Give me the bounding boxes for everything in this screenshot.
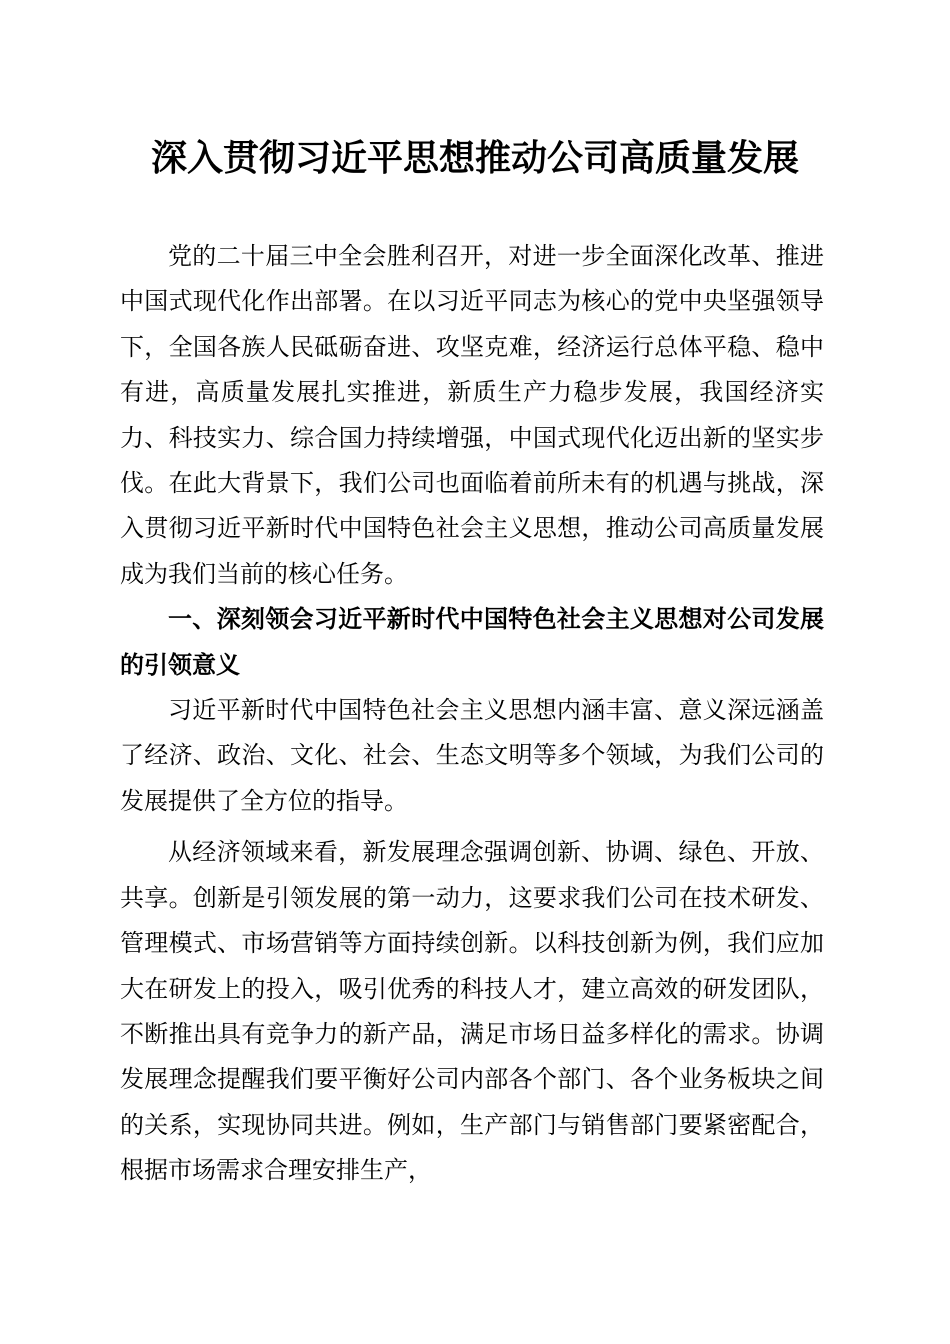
section-1-paragraph-2: 从经济领域来看，新发展理念强调创新、协调、绿色、开放、共享。创新是引领发展的第一动力，这要求我们公司在技术研发、管理模式、市场营销等方面持续创新。以科技创新为例，我们应加大在研发上的投入，吸引优秀的科技人才，建立高效的研发团队，不断推出具有竞争力的新产品，满足市场日益多样化的需求。协调发展理念提醒我们要平衡好公司内部各个部门、各个业务板块之间的关系，实现协同共进。例如，生产部门与销售部门要紧密配合，根据市场需求合理安排生产， <box>120 838 824 1185</box>
section-heading-1: 一、深刻领会习近平新时代中国特色社会主义思想对公司发展的引领意义 <box>120 605 824 679</box>
intro-paragraph: 党的二十届三中全会胜利召开，对进一步全面深化改革、推进中国式现代化作出部署。在以习近平同志为核心的党中央坚强领导下，全国各族人民砥砺奋进、攻坚克难，经济运行总体平稳、稳中有进，高质量发展扎实推进，新质生产力稳步发展，我国经济实力、科技实力、综合国力持续增强，中国式现代化迈出新的坚实步伐。在此大背景下，我们公司也面临着前所未有的机遇与挑战，深入贯彻习近平新时代中国特色社会主义思想，推动公司高质量发展成为我们当前的核心任务。 <box>120 242 824 588</box>
section-1-paragraph-1: 习近平新时代中国特色社会主义思想内涵丰富、意义深远涵盖了经济、政治、文化、社会、生态文明等多个领域，为我们公司的发展提供了全方位的指导。 <box>120 696 824 815</box>
document-title: 深入贯彻习近平思想推动公司高质量发展 <box>150 137 799 179</box>
document-body <box>120 234 824 1194</box>
